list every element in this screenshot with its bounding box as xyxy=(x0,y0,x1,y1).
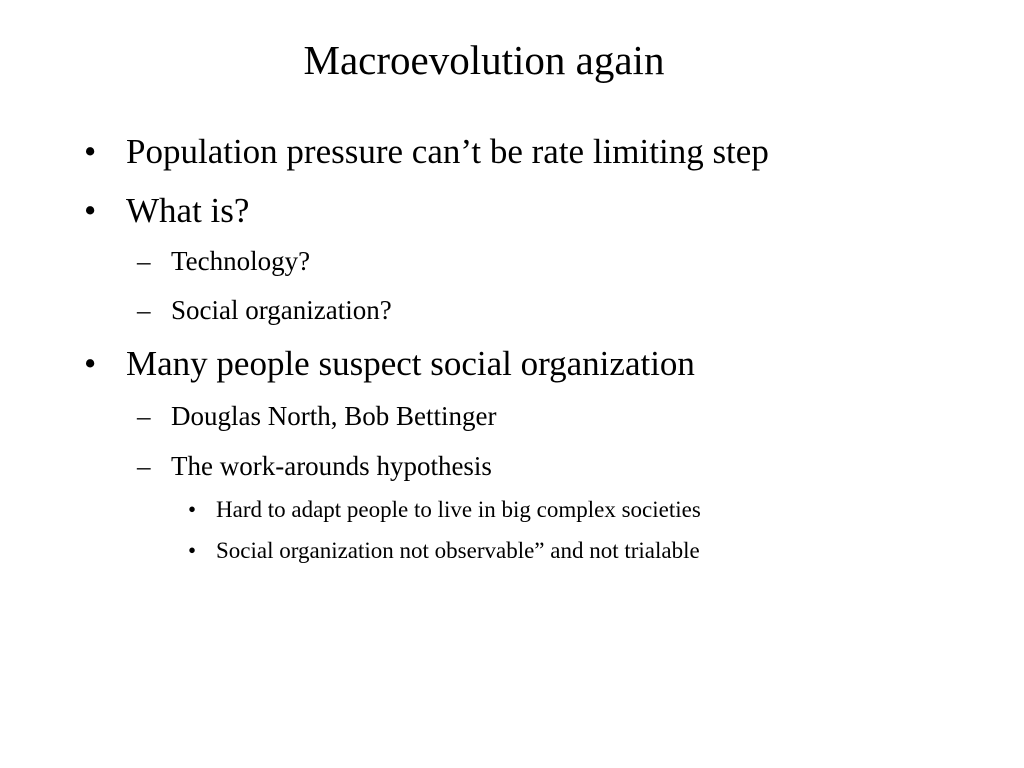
bullet-marker: • xyxy=(84,191,97,230)
bullet-marker: • xyxy=(84,132,97,171)
dash-marker: – xyxy=(137,451,151,481)
slide-title: Macroevolution again xyxy=(303,37,665,83)
bullet-text: Population pressure can’t be rate limiting step xyxy=(126,132,769,171)
dash-marker: – xyxy=(137,246,151,276)
sub-bullet-text: Technology? xyxy=(171,246,311,276)
sub-bullet-text: Social organization? xyxy=(171,295,392,325)
sub-sub-bullet-text: Social organization not observable” and not trialable xyxy=(216,538,700,563)
bullet-text: Many people suspect social organization xyxy=(126,344,695,383)
bullet-text: What is? xyxy=(126,191,250,230)
sub-bullet-text: Douglas North, Bob Bettinger xyxy=(171,401,497,431)
dash-marker: – xyxy=(137,401,151,431)
bullet-marker: • xyxy=(188,497,197,522)
dash-marker: – xyxy=(137,295,151,325)
bullet-marker: • xyxy=(84,344,97,383)
sub-sub-bullet-text: Hard to adapt people to live in big complex societies xyxy=(216,497,701,522)
sub-bullet-text: The work-arounds hypothesis xyxy=(171,451,492,481)
bullet-marker: • xyxy=(188,538,197,563)
